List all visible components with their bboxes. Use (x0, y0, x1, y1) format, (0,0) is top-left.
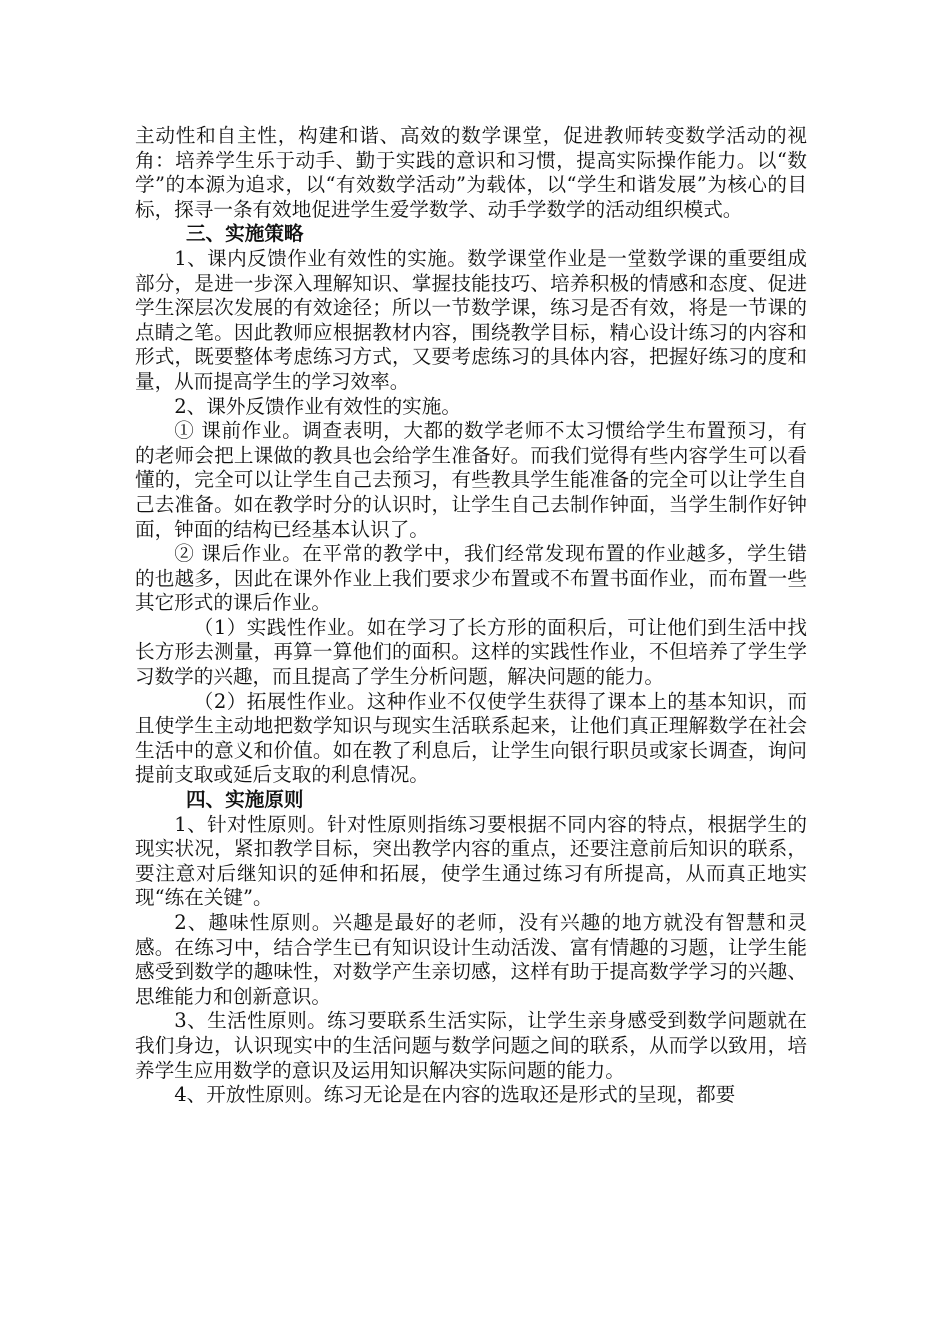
paragraph-principle-2: 2、趣味性原则。兴趣是最好的老师，没有兴趣的地方就没有智慧和灵感。在练习中，结合学生已有知识设计生动活泼、富有情趣的习题，让学生能感受到数学的趣味性，对数学产生亲切感，这样有助于提高数学学习的兴趣、思维能力和创新意识。 (135, 911, 807, 1008)
paragraph-strategy-1: 1、课内反馈作业有效性的实施。数学课堂作业是一堂数学课的重要组成部分，是进一步深入理解知识、掌握技能技巧、培养积极的情感和态度、促进学生深层次发展的有效途径；所以一节数学课，练习是否有效，将是一节课的点睛之笔。因此教师应根据教材内容，围绕教学目标，精心设计练习的内容和形式，既要整体考虑练习方式，又要考虑练习的具体内容，把握好练习的度和量，从而提高学生的学习效率。 (135, 246, 807, 393)
paragraph-practical-homework: （1）实践性作业。如在学习了长方形的面积后，可让他们到生活中找长方形去测量，再算一算他们的面积。这样的实践性作业，不但培养了学生学习数学的兴趣，而且提高了学生分析问题，解决问题的能力。 (135, 615, 807, 689)
paragraph-pre-class-homework: ① 课前作业。调查表明，大都的数学老师不太习惯给学生布置预习，有的老师会把上课做的教具也会给学生准备好。而我们觉得有些内容学生可以看懂的，完全可以让学生自己去预习，有些教具学生能准备的完全可以让学生自己去准备。如在教学时分的认识时，让学生自己去制作钟面，当学生制作好钟面，钟面的结构已经基本认识了。 (135, 419, 807, 541)
paragraph-extended-homework: （2）拓展性作业。这种作业不仅使学生获得了课本上的基本知识，而且使学生主动地把数学知识与现实生活联系起来，让他们真正理解数学在社会生活中的意义和价值。如在教了利息后，让学生向银行职员或家长调查，询问提前支取或延后支取的利息情况。 (135, 689, 807, 787)
paragraph-principle-1: 1、针对性原则。针对性原则指练习要根据不同内容的特点，根据学生的现实状况，紧扣教学目标，突出教学内容的重点，还要注意前后知识的联系，要注意对后继知识的延伸和拓展，使学生通过练习有所提高，从而真正地实现“练在关键”。 (135, 812, 807, 910)
paragraph-intro-continued: 主动性和自主性，构建和谐、高效的数学课堂，促进教师转变数学活动的视角：培养学生乐于动手、勤于实践的意识和习惯，提高实际操作能力。以“数学”的本源为追求，以“有效数学活动”为载体，以“学生和谐发展”为核心的目标，探寻一条有效地促进学生爱学数学、动手学数学的活动组织模式。 (135, 124, 807, 221)
paragraph-strategy-2: 2、课外反馈作业有效性的实施。 (174, 394, 461, 418)
section-heading-principles: 四、实施原则 (185, 788, 304, 812)
paragraph-principle-4: 4、开放性原则。练习无论是在内容的选取还是形式的呈现，都要 (174, 1083, 736, 1107)
paragraph-after-class-homework: ② 课后作业。在平常的教学中，我们经常发现布置的作业越多，学生错的也越多，因此在课外作业上我们要求少布置或不布置书面作业，而布置一些其它形式的课后作业。 (135, 542, 807, 615)
paragraph-principle-3: 3、生活性原则。练习要联系生活实际，让学生亲身感受到数学问题就在我们身边，认识现实中的生活问题与数学问题之间的联系，从而学以致用，培养学生应用数学的意识及运用知识解决实际问题的能力。 (135, 1009, 807, 1082)
section-heading-strategy: 三、实施策略 (185, 222, 304, 246)
document-page (135, 124, 807, 1108)
